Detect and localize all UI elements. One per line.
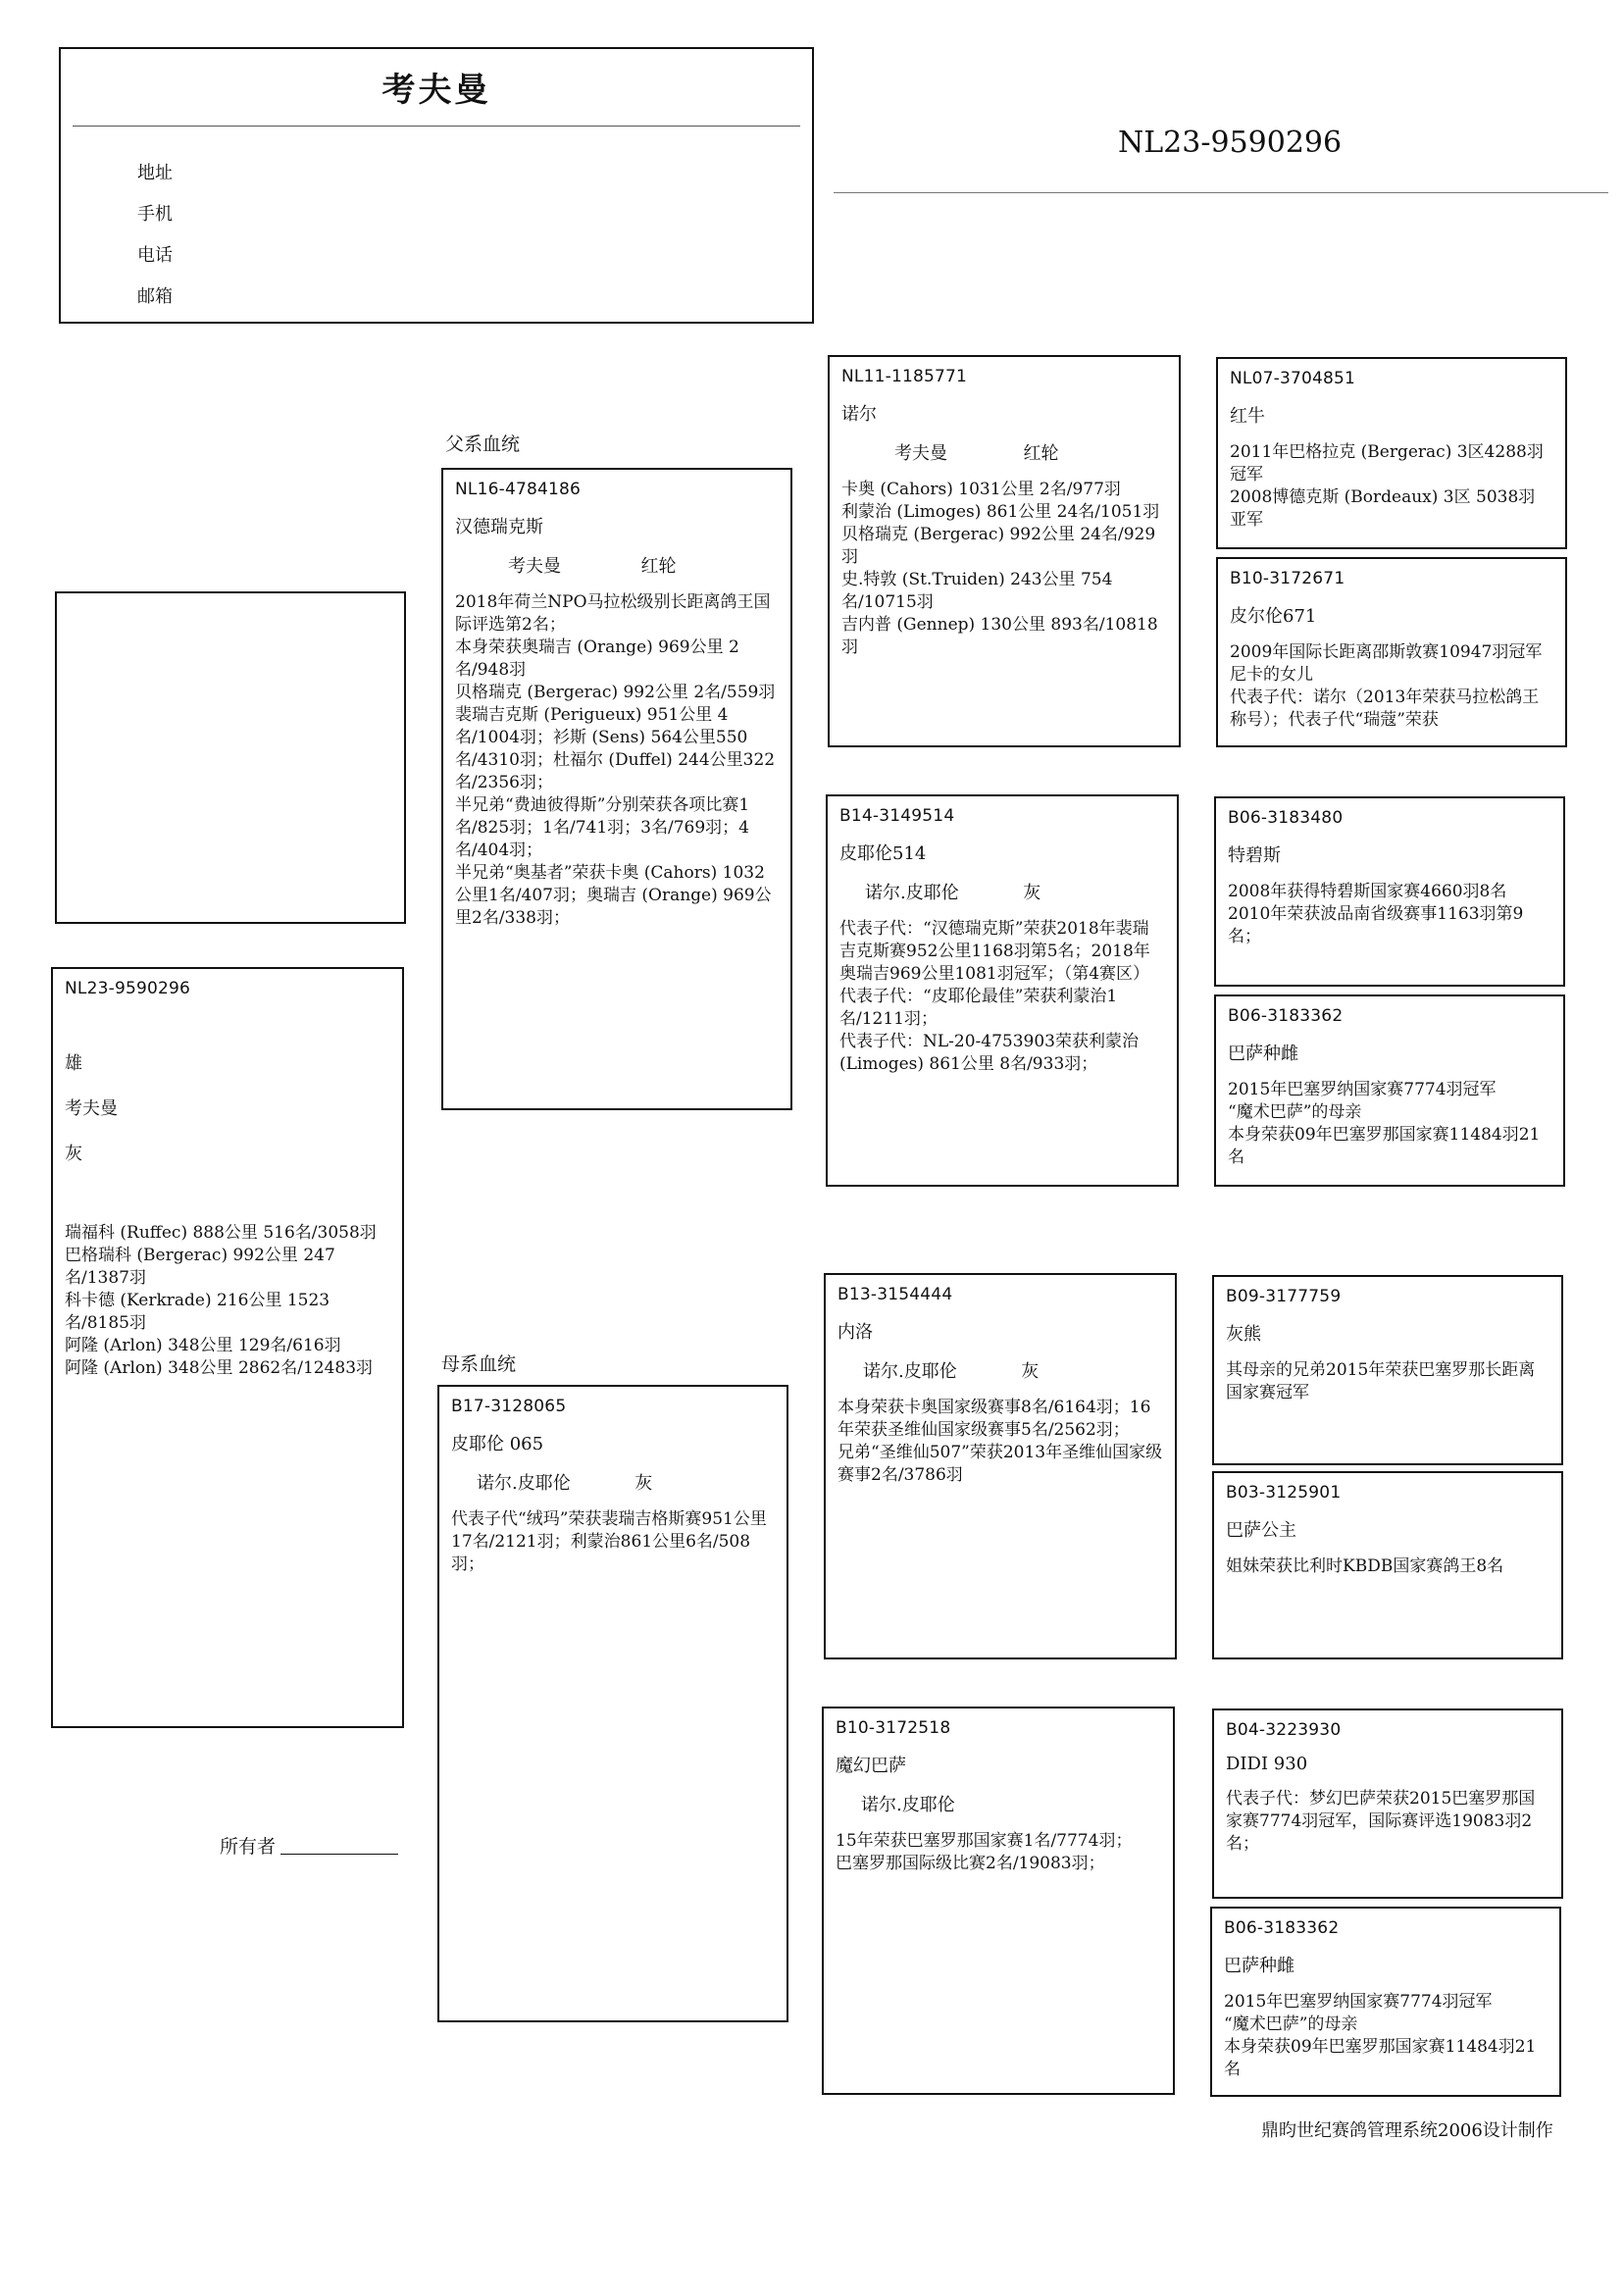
sire-dam-card (826, 794, 1179, 1187)
dam-dam-name: 魔幻巴萨 (836, 1756, 906, 1776)
sss-ring: NL07-3704851 (1230, 369, 1356, 388)
dam-name: 皮耶伦 065 (451, 1434, 544, 1454)
sire-owner: 考夫曼 (508, 556, 561, 577)
phone-label: 电话 (137, 245, 173, 266)
sire-dam-owner: 诺尔.皮耶伦 (865, 883, 959, 903)
bird-ring: NL23-9590296 (65, 979, 191, 998)
ddd-name: 巴萨种雌 (1224, 1956, 1294, 1976)
achievement-item: 2018年荷兰NPO马拉松级别长距离鸽王国际评选第2名； (455, 592, 771, 635)
sdd-achievements (1228, 1079, 1551, 1169)
achievement-item: 2011年巴格拉克 (Bergerac) 3区4288羽冠军 (1230, 442, 1544, 484)
sds-ring: B06-3183480 (1228, 808, 1344, 828)
dam-sire-achievements (837, 1397, 1163, 1487)
sire-line-label: 父系血统 (445, 433, 521, 455)
achievement-item: 利蒙治 (Limoges) 861公里 24名/1051羽 (841, 502, 1160, 522)
achievement-item: 2008博德克斯 (Bordeaux) 3区 5038羽 亚军 (1230, 487, 1536, 530)
achievement-item: “魔术巴萨”的母亲 (1224, 2014, 1358, 2034)
bird-sex: 雄 (65, 1053, 82, 1074)
achievement-item: 阿隆 (Arlon) 348公里 129名/616羽 (65, 1336, 341, 1355)
sire-dam-color: 灰 (1023, 883, 1041, 903)
achievement-item: 裴瑞吉克斯 (Perigueux) 951公里 4名/1004羽；衫斯 (Sens) 564公里550名/4310羽；杜福尔 (Duffel) 244公里322名/2356羽； (455, 705, 776, 792)
sire-sire-owner: 考夫曼 (894, 443, 947, 464)
dam-color: 灰 (634, 1473, 653, 1494)
achievement-item: 其母亲的兄弟2015年荣获巴塞罗那长距离国家赛冠军 (1226, 1360, 1536, 1402)
dam-achievements (451, 1508, 775, 1576)
sire-achievements (455, 591, 779, 930)
dss-name: 灰熊 (1226, 1324, 1261, 1345)
achievement-item: 代表子代：“皮耶伦最佳”荣获利蒙治1名/1211羽； (839, 987, 1118, 1029)
dam-owner: 诺尔.皮耶伦 (477, 1473, 571, 1494)
achievement-item: 本身荣获09年巴塞罗那国家赛11484羽21名 (1224, 2037, 1537, 2079)
ssd-achievements (1230, 641, 1553, 732)
sire-dam-name: 皮耶伦514 (839, 843, 927, 864)
sss-name: 红牛 (1230, 406, 1265, 427)
sire-sire-owner-color (841, 439, 1167, 465)
sss-achievements (1230, 441, 1553, 532)
dam-sire-name: 内洛 (837, 1322, 873, 1343)
dss-card (1212, 1275, 1563, 1465)
mobile-label: 手机 (137, 204, 173, 225)
sire-sire-color: 红轮 (1023, 443, 1059, 464)
achievement-item: 半兄弟“费迪彼得斯”分别荣获各项比赛1名/825羽；1名/741羽；3名/769羽；4名/404羽； (455, 795, 750, 860)
achievement-item: 代表子代：梦幻巴萨荣获2015巴塞罗那国家赛7774羽冠军，国际赛评选19083羽2名； (1226, 1789, 1536, 1854)
dam-sire-card (824, 1273, 1177, 1659)
achievement-item: 巴塞罗那国际级比赛2名/19083羽； (836, 1854, 1105, 1873)
dds-name: DIDI 930 (1226, 1754, 1308, 1774)
achievement-item: 2010年荣获波品南省级赛事1163羽第9名； (1228, 904, 1524, 946)
dam-dam-achievements (836, 1830, 1161, 1875)
sire-card (441, 468, 792, 1110)
bird-achievements (65, 1222, 390, 1380)
owner-name: 考夫曼 (381, 71, 491, 110)
dsd-ring: B03-3125901 (1226, 1483, 1342, 1503)
achievement-item: 代表子代：NL-20-4753903荣获利蒙治 (Limoges) 861公里 8名/933羽； (839, 1032, 1139, 1074)
sds-card (1214, 796, 1565, 987)
achievement-item: 史.特敦 (St.Truiden) 243公里 754名/10715羽 (841, 570, 1113, 612)
sire-sire-card (828, 355, 1181, 747)
ddd-achievements (1224, 1991, 1548, 2081)
dam-ring: B17-3128065 (451, 1397, 567, 1416)
sss-card (1216, 357, 1567, 549)
achievement-item: 代表子代“绒玛”荣获裴瑞吉格斯赛951公里17名/2121羽；利蒙治861公里6名/508羽； (451, 1509, 767, 1574)
achievement-item: “魔术巴萨”的母亲 (1228, 1102, 1362, 1122)
sire-sire-achievements (841, 479, 1167, 659)
photo-frame (55, 591, 406, 924)
address-label: 地址 (137, 163, 173, 183)
sire-dam-owner-color (839, 879, 1165, 904)
ssd-ring: B10-3172671 (1230, 569, 1345, 588)
ssd-name: 皮尔伦671 (1230, 606, 1317, 627)
achievement-item: 本身荣获09年巴塞罗那国家赛11484羽21名 (1228, 1125, 1541, 1167)
dsd-name: 巴萨公主 (1226, 1520, 1296, 1541)
achievement-item: 科卡德 (Kerkrade) 216公里 1523名/8185羽 (65, 1291, 330, 1333)
sds-achievements (1228, 881, 1551, 948)
owner-divider (73, 126, 800, 127)
dam-sire-owner: 诺尔.皮耶伦 (863, 1361, 957, 1382)
sds-name: 特碧斯 (1228, 845, 1281, 866)
achievement-item: 本身荣获奥瑞吉 (Orange) 969公里 2名/948羽 (455, 637, 739, 680)
footer-credit: 鼎昀世纪赛鸽管理系统2006设计制作 (1261, 2120, 1553, 2141)
achievement-item: 巴格瑞科 (Bergerac) 992公里 247名/1387羽 (65, 1246, 335, 1288)
achievement-item: 姐妹荣获比利时KBDB国家赛鸽王8名 (1226, 1556, 1504, 1576)
header-divider (834, 192, 1608, 193)
sire-owner-color (455, 552, 779, 578)
dam-sire-owner-color (837, 1357, 1163, 1383)
dam-sire-ring: B13-3154444 (837, 1285, 953, 1304)
achievement-item: 瑞福科 (Ruffec) 888公里 516名/3058羽 (65, 1223, 377, 1243)
achievement-item: 半兄弟“奥基者”荣获卡奥 (Cahors) 1032公里1名/407羽；奥瑞吉 (Orange) 969公里2名/338羽； (455, 863, 772, 928)
bird-card (51, 967, 404, 1728)
dsd-card (1212, 1471, 1563, 1659)
sire-dam-ring: B14-3149514 (839, 806, 955, 826)
ssd-card (1216, 557, 1567, 747)
header-ring-number: NL23-9590296 (1118, 126, 1343, 160)
sire-sire-ring: NL11-1185771 (841, 367, 968, 386)
dss-ring: B09-3177759 (1226, 1287, 1342, 1306)
dsd-achievements (1226, 1555, 1549, 1578)
achievement-item: 2009年国际长距离邵斯敦赛10947羽冠军尼卡的女儿 (1230, 642, 1543, 685)
achievement-item: 2015年巴塞罗纳国家赛7774羽冠军 (1224, 1992, 1493, 2012)
bird-color: 灰 (65, 1144, 82, 1164)
achievement-item: 兄弟“圣维仙507”荣获2013年圣维仙国家级赛事2名/3786羽 (837, 1443, 1163, 1485)
achievement-item: 代表子代：“汉德瑞克斯”荣获2018年裴瑞吉克斯赛952公里1168羽第5名；2018年奥瑞吉969公里1081羽冠军；（第4赛区） (839, 919, 1150, 984)
dam-sire-color: 灰 (1021, 1361, 1040, 1382)
achievement-item: 贝格瑞克 (Bergerac) 992公里 2名/559羽 (455, 683, 776, 702)
achievement-item: 贝格瑞克 (Bergerac) 992公里 24名/929羽 (841, 525, 1156, 567)
dam-dam-ring: B10-3172518 (836, 1718, 951, 1738)
dds-ring: B04-3223930 (1226, 1720, 1342, 1740)
achievement-item: 阿隆 (Arlon) 348公里 2862名/12483羽 (65, 1358, 374, 1378)
ddd-card (1210, 1907, 1561, 2097)
sdd-name: 巴萨种雌 (1228, 1044, 1298, 1064)
email-label: 邮箱 (137, 286, 173, 307)
dam-card (437, 1385, 788, 2022)
owner-card (59, 47, 814, 324)
dam-dam-card (822, 1707, 1175, 2095)
owner-signature-line (280, 1854, 398, 1855)
achievement-item: 吉内普 (Gennep) 130公里 893名/10818羽 (841, 615, 1158, 657)
achievement-item: 本身荣获卡奥国家级赛事8名/6164羽；16年荣获圣维仙国家级赛事5名/2562羽； (837, 1398, 1151, 1440)
achievement-item: 2008年获得特碧斯国家赛4660羽8名 (1228, 882, 1507, 901)
sire-ring: NL16-4784186 (455, 480, 582, 499)
achievement-item: 卡奥 (Cahors) 1031公里 2名/977羽 (841, 480, 1121, 499)
dam-dam-owner: 诺尔.皮耶伦 (861, 1795, 955, 1815)
dam-dam-owner-color (836, 1791, 1161, 1816)
sire-dam-achievements (839, 918, 1165, 1076)
sdd-card (1214, 994, 1565, 1187)
sdd-ring: B06-3183362 (1228, 1006, 1344, 1026)
dss-achievements (1226, 1359, 1549, 1404)
ddd-ring: B06-3183362 (1224, 1918, 1340, 1938)
owner-signature-label: 所有者 (220, 1836, 277, 1858)
dam-line-label: 母系血统 (441, 1353, 517, 1375)
sire-color: 红轮 (640, 556, 677, 577)
dam-owner-color (451, 1469, 775, 1495)
dds-card (1212, 1708, 1563, 1899)
sire-sire-name: 诺尔 (841, 404, 877, 425)
achievement-item: 2015年巴塞罗纳国家赛7774羽冠军 (1228, 1080, 1497, 1099)
bird-owner: 考夫曼 (65, 1098, 118, 1119)
sire-name: 汉德瑞克斯 (455, 517, 543, 537)
achievement-item: 代表子代：诺尔（2013年荣获马拉松鸽王称号）；代表子代“瑞蔻”荣获 (1230, 688, 1540, 730)
achievement-item: 15年荣获巴塞罗那国家赛1名/7774羽； (836, 1831, 1133, 1851)
dds-achievements (1226, 1788, 1549, 1856)
